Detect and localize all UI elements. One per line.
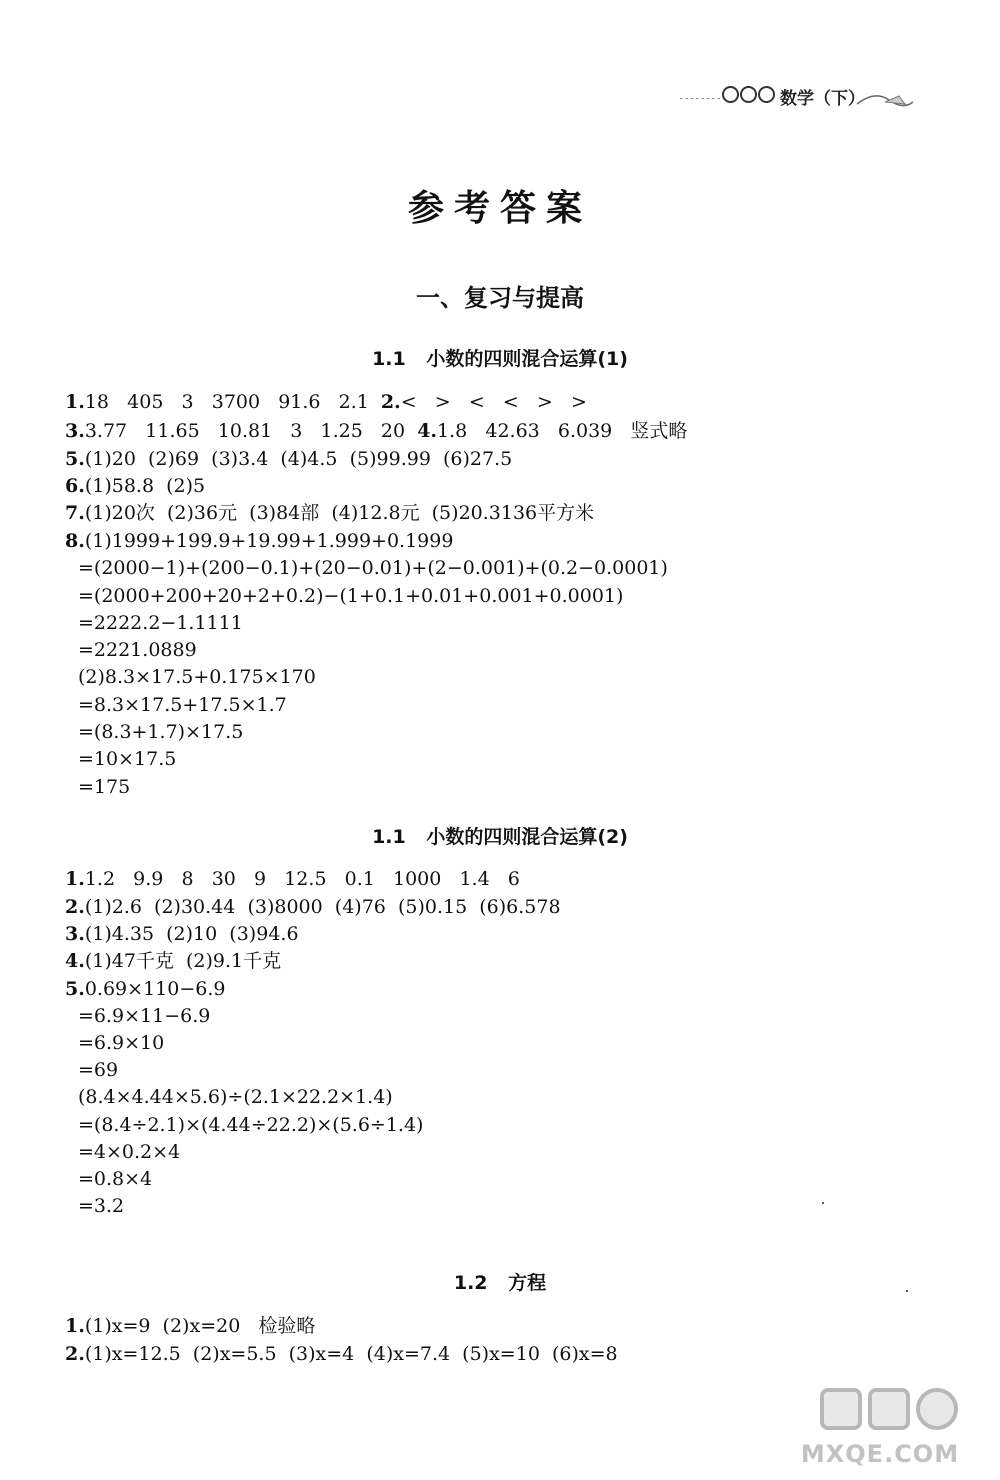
section-heading: 1.1 小数的四则混合运算(2) bbox=[372, 826, 628, 848]
header-logo-icon bbox=[722, 86, 775, 103]
page-title: 参考答案 bbox=[407, 188, 592, 229]
working-line: (8.4×4.44×5.6)÷(2.1×22.2×1.4) bbox=[78, 1086, 393, 1108]
working-line: =(2000−1)+(200−0.1)+(20−0.01)+(2−0.001)+(0.2−0.0001) bbox=[78, 557, 668, 579]
watermark-text: MXQE.COM bbox=[800, 1440, 960, 1468]
working-line: =(8.4÷2.1)×(4.44÷22.2)×(5.6÷1.4) bbox=[78, 1114, 424, 1136]
answer-line: 3.(1)4.35 (2)10 (3)94.6 bbox=[65, 923, 299, 945]
working-line: (2)8.3×17.5+0.175×170 bbox=[78, 666, 316, 688]
print-speck bbox=[822, 1202, 824, 1204]
answer-line: 5.(1)20 (2)69 (3)3.4 (4)4.5 (5)99.99 (6)27.5 bbox=[65, 448, 513, 470]
working-line: =0.8×4 bbox=[78, 1168, 153, 1190]
header-ornament-icon bbox=[855, 86, 915, 110]
answer-line: 2.(1)2.6 (2)30.44 (3)8000 (4)76 (5)0.15 (6)6.578 bbox=[65, 896, 561, 918]
section-heading: 1.2 方程 bbox=[453, 1272, 547, 1294]
header-decoration bbox=[680, 98, 720, 101]
working-line: =(8.3+1.7)×17.5 bbox=[78, 721, 244, 743]
working-line: =3.2 bbox=[78, 1195, 125, 1217]
answer-line: 6.(1)58.8 (2)5 bbox=[65, 475, 206, 497]
section-heading: 1.1 小数的四则混合运算(1) bbox=[372, 348, 628, 370]
working-line: =(2000+200+20+2+0.2)−(1+0.1+0.01+0.001+0.0001) bbox=[78, 585, 624, 607]
answer-line: 8.(1)1999+199.9+19.99+1.999+0.1999 bbox=[65, 530, 454, 552]
header-subject: 数学（下） bbox=[780, 89, 865, 109]
answer-line: 2.(1)x=12.5 (2)x=5.5 (3)x=4 (4)x=7.4 (5)x=10 (6)x=8 bbox=[65, 1343, 618, 1365]
working-line: =10×17.5 bbox=[78, 748, 177, 770]
print-speck bbox=[906, 1290, 908, 1292]
answer-line: 1.18 405 3 3700 91.6 2.1 2.< > < < > > bbox=[65, 391, 587, 413]
working-line: =6.9×10 bbox=[78, 1032, 165, 1054]
running-header bbox=[680, 78, 930, 118]
working-line: =2222.2−1.1111 bbox=[78, 612, 243, 634]
working-line: =6.9×11−6.9 bbox=[78, 1005, 211, 1027]
answer-line: 3.3.77 11.65 10.81 3 1.25 20 4.1.8 42.63 6.039 竖式略 bbox=[65, 420, 688, 442]
chapter-title: 一、复习与提高 bbox=[416, 284, 584, 312]
working-line: =175 bbox=[78, 776, 131, 798]
answer-line: 5.0.69×110−6.9 bbox=[65, 978, 226, 1000]
working-line: =4×0.2×4 bbox=[78, 1141, 181, 1163]
answer-line: 4.(1)47千克 (2)9.1千克 bbox=[65, 950, 282, 972]
watermark-logo-icon bbox=[820, 1388, 958, 1430]
working-line: =69 bbox=[78, 1059, 119, 1081]
answer-line: 1.(1)x=9 (2)x=20 检验略 bbox=[65, 1315, 316, 1337]
working-line: =2221.0889 bbox=[78, 639, 197, 661]
working-line: =8.3×17.5+17.5×1.7 bbox=[78, 694, 287, 716]
watermark bbox=[780, 1388, 980, 1480]
answer-line: 1.1.2 9.9 8 30 9 12.5 0.1 1000 1.4 6 bbox=[65, 868, 520, 890]
answer-line: 7.(1)20次 (2)36元 (3)84部 (4)12.8元 (5)20.3136平方米 bbox=[65, 502, 595, 524]
